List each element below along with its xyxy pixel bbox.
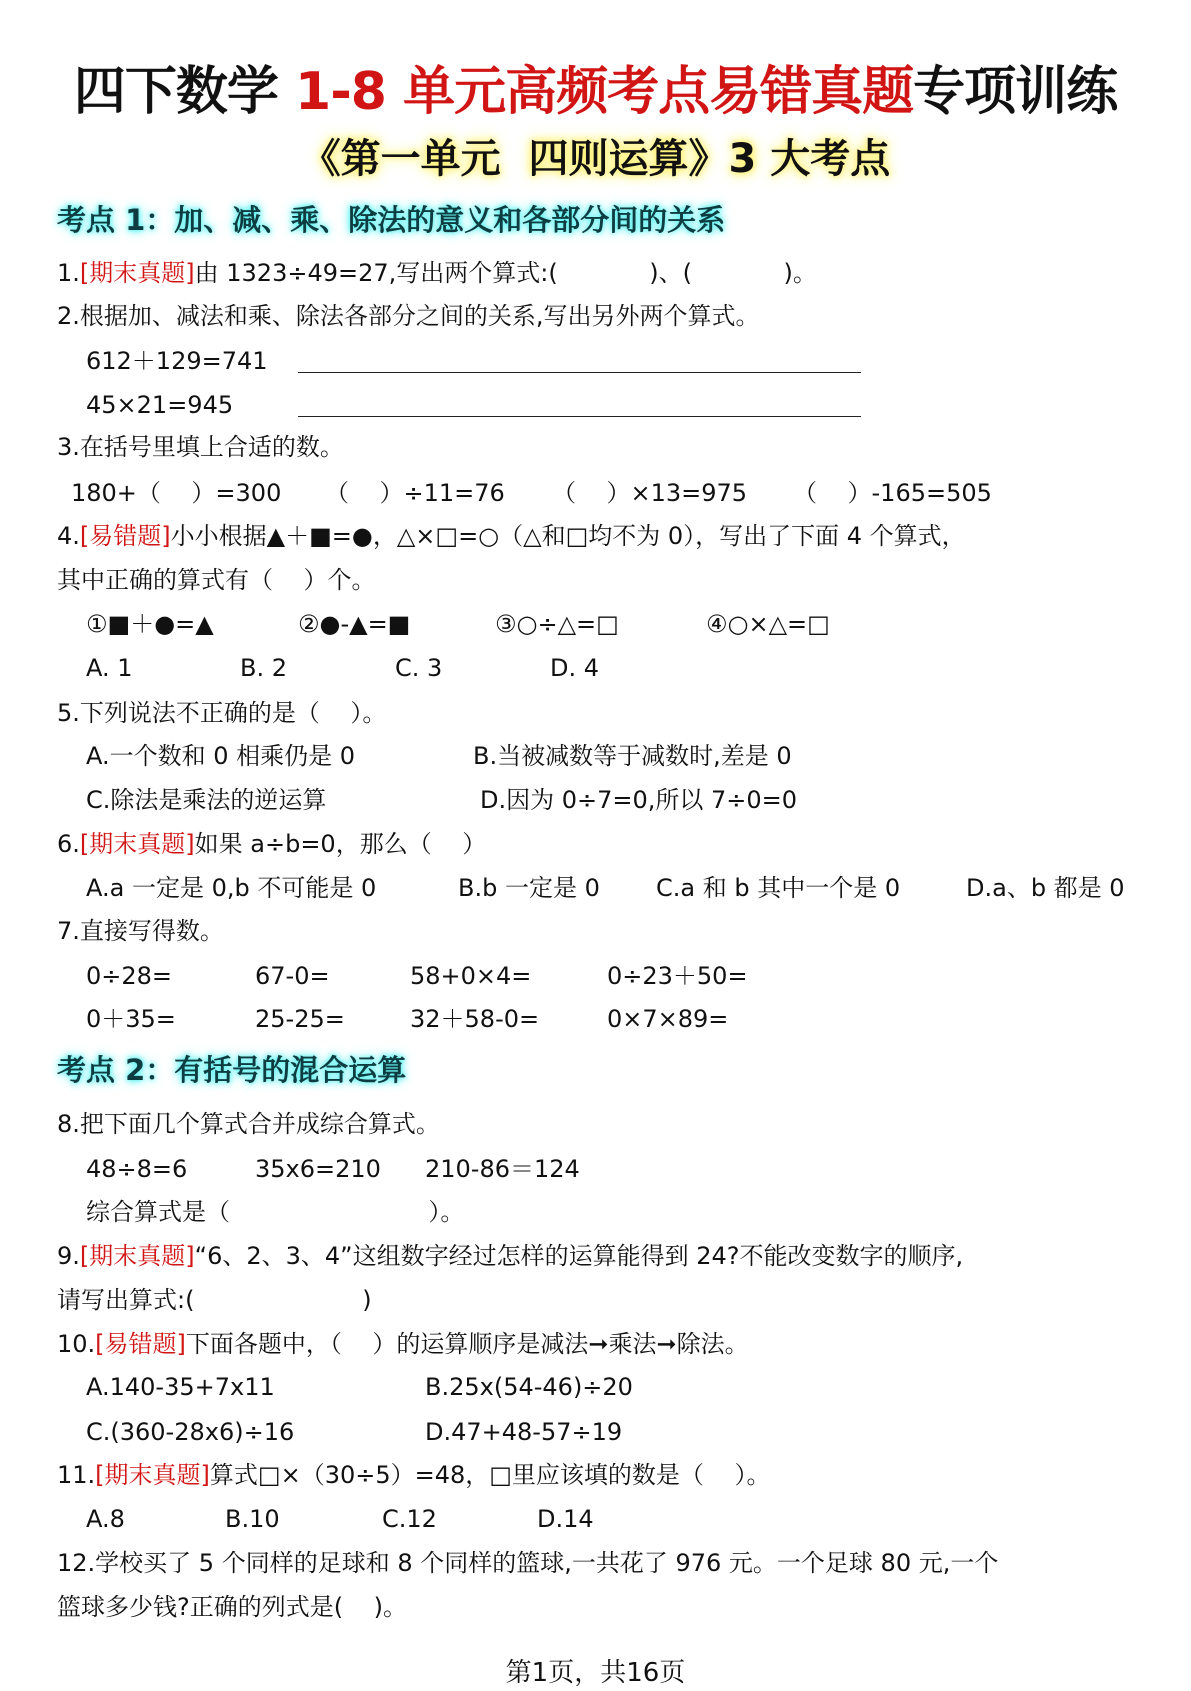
option-a[interactable]: A.一个数和 0 相乘仍是 0 [86, 742, 356, 770]
blank-item: （ ）-165=505 [793, 479, 992, 507]
question-5: 5.下列说法不正确的是（ ）。 [57, 699, 387, 727]
question-text: 如果 a÷b=0，那么（ ） [194, 830, 487, 858]
question-tag: [期末真题] [95, 1461, 210, 1489]
question-tag: [易错题] [95, 1330, 186, 1358]
calc-item: 0÷28= [86, 962, 173, 990]
blank-item: 180+（ ）=300 [71, 479, 282, 507]
formula-item: ④○×△=□ [706, 610, 830, 638]
equation-1: 612＋129=741 [86, 347, 268, 375]
section-heading-1: 考点 1：加、减、乘、除法的意义和各部分间的关系 [57, 203, 726, 237]
question-number: 4. [57, 522, 80, 550]
question-3: 3.在括号里填上合适的数。 [57, 433, 344, 461]
question-12-line-2: 篮球多少钱?正确的列式是( )。 [57, 1593, 407, 1621]
question-number: 1. [57, 259, 80, 287]
option-c[interactable]: C. 3 [395, 654, 443, 682]
question-10 [57, 1322, 749, 1366]
option-d[interactable]: D.47+48-57÷19 [425, 1418, 623, 1446]
step-item: 35x6=210 [255, 1155, 381, 1183]
calc-item: 58+0×4= [410, 962, 532, 990]
question-text: 小小根据▲＋■=●，△×□=○（△和□均不为 0），写出了下面 4 个算式， [170, 522, 966, 550]
calc-item: 0＋35= [86, 1005, 176, 1033]
question-number: 11. [57, 1461, 96, 1489]
question-11 [57, 1453, 770, 1497]
option-a[interactable]: A. 1 [86, 654, 133, 682]
option-c[interactable]: C.除法是乘法的逆运算 [86, 786, 327, 814]
question-9 [57, 1234, 963, 1278]
question-text: 下面各题中，（ ）的运算顺序是减法➞乘法➞除法。 [185, 1330, 749, 1358]
option-d[interactable]: D.a、b 都是 0 [966, 874, 1125, 902]
calc-item: 25-25= [255, 1005, 345, 1033]
question-tag: [期末真题] [79, 830, 195, 858]
question-tag: [期末真题] [79, 259, 195, 287]
section-heading-2: 考点 2：有括号的混合运算 [57, 1053, 407, 1087]
question-1 [57, 251, 817, 295]
question-7: 7.直接写得数。 [57, 917, 224, 945]
question-tag: [期末真题] [79, 1242, 195, 1270]
question-number: 10. [57, 1330, 96, 1358]
question-tag: [易错题] [79, 522, 171, 550]
page-footer: 第1页，共16页 [505, 1658, 686, 1688]
option-b[interactable]: B.25x(54-46)÷20 [425, 1373, 633, 1401]
option-d[interactable]: D. 4 [550, 654, 600, 682]
question-text: “6、2、3、4”这组数字经过怎样的运算能得到 24?不能改变数字的顺序, [194, 1242, 964, 1270]
step-item: 210-86＝124 [425, 1155, 580, 1183]
question-6 [57, 822, 486, 866]
option-a[interactable]: A.a 一定是 0,b 不可能是 0 [86, 874, 377, 902]
question-text: 算式□×（30÷5）=48，□里应该填的数是（ ）。 [209, 1461, 771, 1489]
combined-answer: 综合算式是（ ）。 [86, 1198, 465, 1226]
question-9-line-2: 请写出算式:( ) [57, 1286, 372, 1314]
question-4-line-2: 其中正确的算式有（ ）个。 [57, 566, 376, 594]
question-4 [57, 514, 966, 558]
calc-item: 0÷23＋50= [607, 962, 748, 990]
page-title [0, 58, 1191, 126]
title-part-1: 四下数学 [73, 62, 296, 122]
formula-item: ①■＋●=▲ [86, 610, 214, 638]
formula-item: ②●-▲=■ [298, 610, 411, 638]
calc-item: 0×7×89= [607, 1005, 729, 1033]
title-part-3: 专项训练 [913, 62, 1118, 122]
equation-2: 45×21=945 [86, 391, 234, 419]
question-number: 6. [57, 830, 80, 858]
calc-item: 32＋58-0= [410, 1005, 540, 1033]
option-a[interactable]: A.140-35+7x11 [86, 1373, 275, 1401]
option-d[interactable]: D.14 [537, 1505, 594, 1533]
subtitle: 《第一单元 四则运算》3 大考点 [300, 136, 891, 182]
option-b[interactable]: B. 2 [240, 654, 287, 682]
option-d[interactable]: D.因为 0÷7=0,所以 7÷0=0 [480, 786, 798, 814]
option-a[interactable]: A.8 [86, 1505, 125, 1533]
calc-item: 67-0= [255, 962, 330, 990]
option-c[interactable]: C.(360-28x6)÷16 [86, 1418, 295, 1446]
question-8: 8.把下面几个算式合并成综合算式。 [57, 1110, 440, 1138]
question-12: 12.学校买了 5 个同样的足球和 8 个同样的篮球,一共花了 976 元。一个足球 80 元,一个 [57, 1549, 999, 1577]
blank-item: （ ）÷11=76 [325, 479, 505, 507]
question-2: 2.根据加、减法和乘、除法各部分之间的关系,写出另外两个算式。 [57, 302, 760, 330]
formula-item: ③○÷△=□ [495, 610, 619, 638]
option-b[interactable]: B.当被减数等于减数时,差是 0 [473, 742, 792, 770]
blank-item: （ ）×13=975 [552, 479, 748, 507]
question-text: 由 1323÷49=27,写出两个算式:( )、( )。 [194, 259, 817, 287]
answer-line-2[interactable] [298, 416, 861, 417]
question-number: 9. [57, 1242, 80, 1270]
option-b[interactable]: B.b 一定是 0 [458, 874, 600, 902]
step-item: 48÷8=6 [86, 1155, 188, 1183]
option-b[interactable]: B.10 [225, 1505, 280, 1533]
title-highlight: 1-8 单元高频考点易错真题 [295, 62, 914, 122]
option-c[interactable]: C.12 [382, 1505, 437, 1533]
option-c[interactable]: C.a 和 b 其中一个是 0 [656, 874, 901, 902]
answer-line-1[interactable] [298, 372, 861, 373]
